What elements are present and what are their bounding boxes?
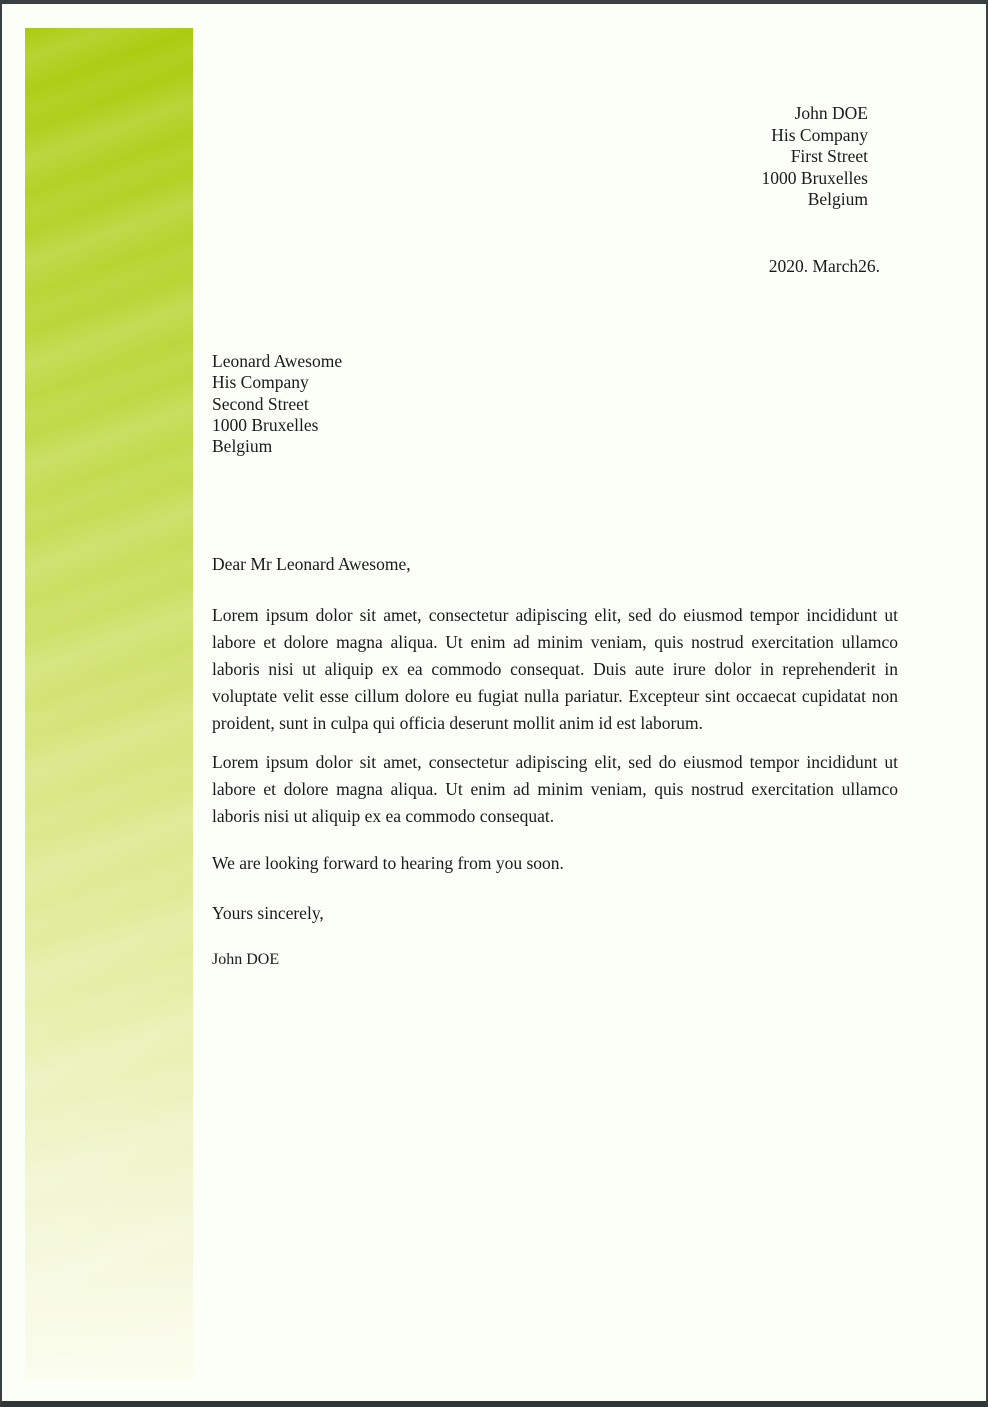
salutation: Dear Mr Leonard Awesome, xyxy=(212,554,411,574)
recipient-country: Belgium xyxy=(212,436,273,457)
sender-country: Belgium xyxy=(807,189,868,210)
recipient-address-block xyxy=(212,351,342,457)
recipient-name: Leonard Awesome xyxy=(212,351,343,371)
green-gradient-sidebar xyxy=(25,28,193,1379)
sender-street: First Street xyxy=(790,146,868,167)
recipient-city: 1000 Bruxelles xyxy=(212,414,319,435)
sender-company: His Company xyxy=(771,124,868,145)
valediction: Yours sincerely, xyxy=(212,903,324,923)
recipient-company: His Company xyxy=(212,372,309,393)
letter-body xyxy=(212,551,898,973)
sender-city: 1000 Bruxelles xyxy=(761,167,868,188)
sender-name: John DOE xyxy=(794,103,868,123)
sender-address-block xyxy=(762,103,868,211)
closing-line: We are looking forward to hearing from you soon. xyxy=(212,853,564,873)
body-paragraph-1: Lorem ipsum dolor sit amet, consectetur adipiscing elit, sed do eiusmod tempor incididunt ut labore et dolore magna aliqua. Ut enim ad minim veniam, quis nostrud exercitation ullamco laboris nisi ut aliquip ex ea commodo consequat. Duis aute irure dolor in reprehenderit in voluptate velit esse cillum dolore eu fugiat nulla pariatur. Excepteur sint occaecat cupidatat non proident, sunt in culpa qui officia deserunt mollit anim id est laborum. xyxy=(212,605,898,733)
recipient-street: Second Street xyxy=(212,393,309,414)
body-paragraph-2: Lorem ipsum dolor sit amet, consectetur adipiscing elit, sed do eiusmod tempor incididunt ut labore et dolore magna aliqua. Ut enim ad minim veniam, quis nostrud exercitation ullamco laboris nisi ut aliquip ex ea commodo consequat. xyxy=(212,752,898,826)
signature-name: John DOE xyxy=(212,951,280,968)
letter-date: 2020. March26. xyxy=(768,256,880,276)
